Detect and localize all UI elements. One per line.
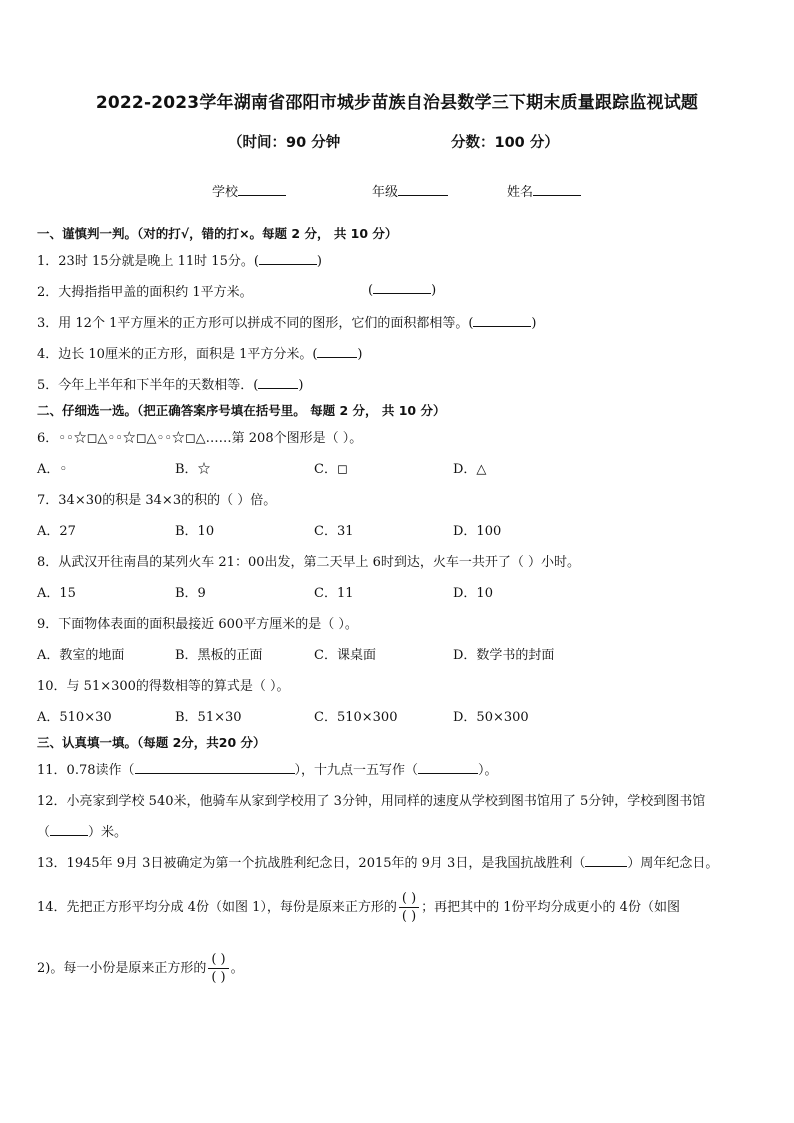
option-b[interactable]: B．51×30 <box>175 710 242 725</box>
grade-label: 年级 <box>372 185 399 200</box>
question-4 <box>37 343 363 362</box>
option-c[interactable]: C．课桌面 <box>314 648 376 663</box>
answer-blank[interactable] <box>258 376 298 389</box>
answer-blank[interactable] <box>259 252 317 265</box>
question-text: ）。 <box>478 763 498 778</box>
answer-blank[interactable] <box>473 314 531 327</box>
option-d[interactable]: D．50×300 <box>453 710 529 725</box>
answer-blank[interactable] <box>585 854 627 867</box>
option-b[interactable]: B．☆ <box>175 462 211 477</box>
answer-blank[interactable] <box>135 761 295 774</box>
question-text: 2)。每一小份是原来正方形的 <box>37 961 207 976</box>
question-6: 6．◦◦☆◻△◦◦☆◻△◦◦☆◻△……第 208个图形是（ ）。 <box>37 431 363 446</box>
option-a[interactable]: A．教室的地面 <box>37 648 125 663</box>
school-blank[interactable] <box>238 183 286 196</box>
question-text: ）周年纪念日。 <box>627 856 719 871</box>
name-field <box>507 181 581 200</box>
question-3 <box>37 312 537 331</box>
exam-time: （时间：90 分钟 <box>228 135 341 151</box>
option-d[interactable]: D．10 <box>453 586 493 601</box>
name-blank[interactable] <box>533 183 581 196</box>
page-title: 2022-2023学年湖南省邵阳市城步苗族自治县数学三下期末质量跟踪监视试题 <box>95 93 699 113</box>
answer-blank[interactable] <box>373 281 431 294</box>
question-text: ）米。 <box>88 825 128 840</box>
option-a[interactable]: A．15 <box>37 586 76 601</box>
paren-open: ( <box>368 283 374 298</box>
question-text: 13．1945年 9月 3日被确定为第一个抗战胜利纪念日，2015年的 9月 3日，是我国抗战胜利（ <box>37 856 586 871</box>
fraction-denominator: ( ) <box>401 909 417 924</box>
exam-score: 分数：100 分） <box>451 135 559 151</box>
option-d[interactable]: D．100 <box>453 524 502 539</box>
question-12-line-2 <box>37 821 127 840</box>
question-2-answer <box>368 281 436 298</box>
question-14 <box>37 890 680 925</box>
option-c[interactable]: C．◻ <box>314 462 348 477</box>
question-1 <box>37 250 322 269</box>
question-text: ；再把其中的 1份平均分成更小的 4份（如图 <box>421 900 680 915</box>
option-c[interactable]: C．510×300 <box>314 710 398 725</box>
school-label: 学校 <box>212 185 239 200</box>
question-text: 2．大拇指指甲盖的面积约 1平方米。 <box>37 285 253 300</box>
question-5 <box>37 374 303 393</box>
question-12: 12．小亮家到学校 540米，他骑车从家到学校用了 3分钟，用同样的速度从学校到图书馆用了 5分钟，学校到图书馆 <box>37 794 706 809</box>
question-13 <box>37 852 718 871</box>
answer-blank[interactable] <box>418 761 478 774</box>
fraction-numerator: ( ) <box>208 951 228 969</box>
question-text: （ <box>37 825 51 840</box>
paren-close: ) <box>357 347 363 362</box>
question-8: 8．从武汉开往南昌的某列火车 21：00出发，第二天早上 6时到达，火车一共开了（ ）小时。 <box>37 555 581 570</box>
paren-close: ) <box>531 316 537 331</box>
question-text: 11．0.78读作（ <box>37 763 135 778</box>
paren-close: ) <box>431 283 437 298</box>
option-b[interactable]: B．黑板的正面 <box>175 648 263 663</box>
option-d[interactable]: D．数学书的封面 <box>453 648 555 663</box>
question-text: 1．23时 15分就是晚上 11时 15分。( <box>37 254 259 269</box>
fraction-blank[interactable] <box>399 890 419 925</box>
question-14-line-2 <box>37 951 244 986</box>
name-label: 姓名 <box>507 185 534 200</box>
question-10: 10．与 51×300的得数相等的算式是（ ）。 <box>37 679 290 694</box>
option-a[interactable]: A．27 <box>37 524 76 539</box>
question-text: 4．边长 10厘米的正方形，面积是 1平方分米。( <box>37 347 318 362</box>
question-text: 。 <box>230 961 244 976</box>
answer-blank[interactable] <box>50 823 88 836</box>
section-heading: 二、仔细选一选。（把正确答案序号填在括号里。 每题 2 分， 共 10 分） <box>37 403 446 418</box>
option-c[interactable]: C．11 <box>314 586 354 601</box>
option-d[interactable]: D．△ <box>453 462 487 477</box>
option-b[interactable]: B．10 <box>175 524 215 539</box>
fraction-blank[interactable] <box>208 951 228 986</box>
question-2 <box>37 281 253 300</box>
school-field <box>212 181 286 200</box>
option-b[interactable]: B．9 <box>175 586 206 601</box>
fraction-numerator: ( ) <box>399 890 419 908</box>
answer-blank[interactable] <box>317 345 357 358</box>
option-a[interactable]: A．510×30 <box>37 710 112 725</box>
question-text: 5．今年上半年和下半年的天数相等．( <box>37 378 259 393</box>
option-c[interactable]: C．31 <box>314 524 354 539</box>
grade-field <box>372 181 448 200</box>
question-text: 14．先把正方形平均分成 4份（如图 1），每份是原来正方形的 <box>37 900 397 915</box>
question-text: ），十九点一五写作（ <box>294 763 419 778</box>
option-a[interactable]: A．◦ <box>37 462 68 477</box>
question-11 <box>37 759 498 778</box>
fraction-denominator: ( ) <box>211 970 226 985</box>
paren-close: ) <box>298 378 304 393</box>
section-heading: 一、谨慎判一判。（对的打√，错的打×。每题 2 分， 共 10 分） <box>37 226 398 241</box>
question-7: 7．34×30的积是 34×3的积的（ ）倍。 <box>37 493 277 508</box>
question-9: 9．下面物体表面的面积最接近 600平方厘米的是（ ）。 <box>37 617 358 632</box>
paren-close: ) <box>316 254 322 269</box>
section-heading: 三、认真填一填。（每题 2分，共20 分） <box>37 735 266 750</box>
grade-blank[interactable] <box>398 183 448 196</box>
question-text: 3．用 12个 1平方厘米的正方形可以拼成不同的图形，它们的面积都相等。( <box>37 316 474 331</box>
